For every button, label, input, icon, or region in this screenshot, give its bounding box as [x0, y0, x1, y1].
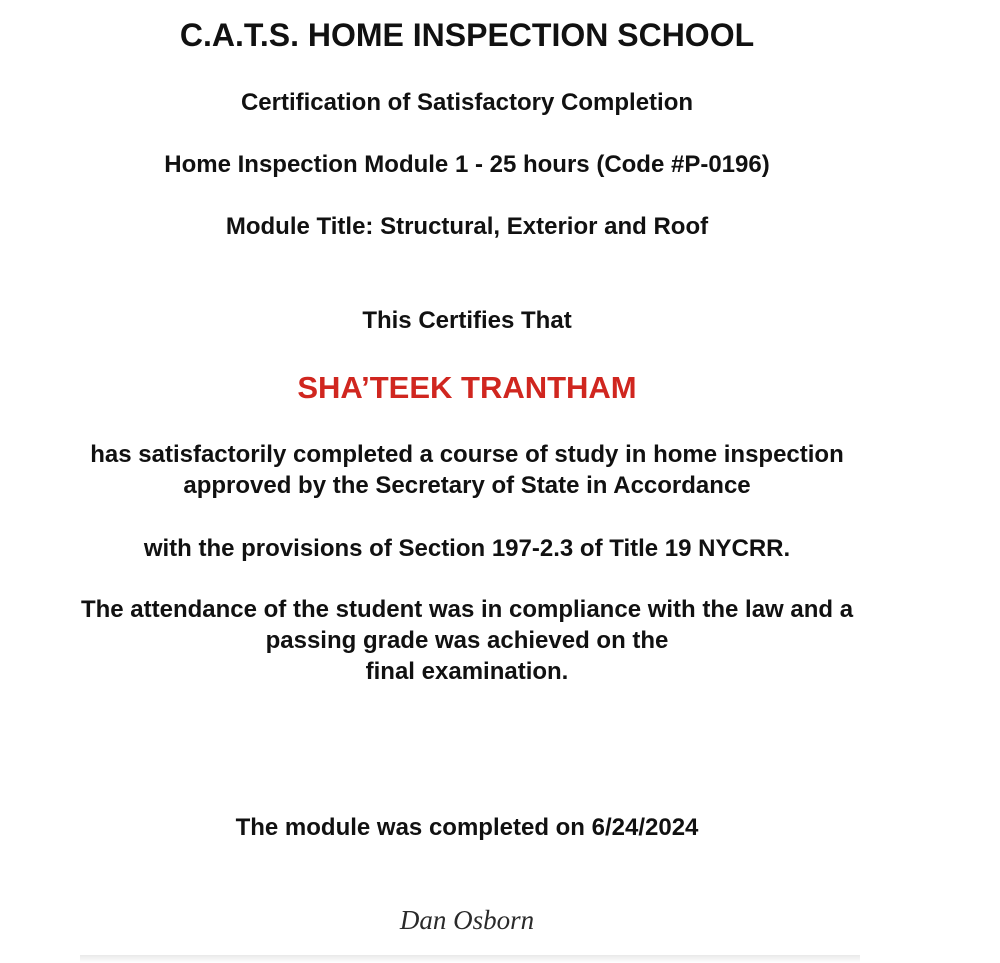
completion-line-2: approved by the Secretary of State in Accordance — [183, 472, 751, 499]
certifies-text: This Certifies That — [362, 307, 572, 334]
signature: Dan Osborn — [399, 905, 535, 935]
attendance-line-3: final examination. — [365, 658, 569, 685]
completion-date-line: The module was completed on 6/24/2024 — [235, 814, 699, 841]
provisions-line: with the provisions of Section 197-2.3 of Title 19 NYCRR. — [143, 535, 791, 562]
attendance-line-1: The attendance of the student was in compliance with the law and a — [80, 596, 854, 623]
attendance-line-2: passing grade was achieved on the — [265, 627, 669, 654]
module-line: Home Inspection Module 1 - 25 hours (Code #P-0196) — [164, 151, 770, 178]
module-title: Module Title: Structural, Exterior and Roof — [225, 213, 709, 240]
signature-line — [80, 955, 860, 963]
certificate-title: Certification of Satisfactory Completion — [240, 89, 694, 116]
recipient-name: SHA’TEEK TRANTHAM — [297, 370, 637, 405]
completion-line-1: has satisfactorily completed a course of study in home inspection — [90, 441, 844, 468]
school-name: C.A.T.S. HOME INSPECTION SCHOOL — [179, 17, 755, 53]
